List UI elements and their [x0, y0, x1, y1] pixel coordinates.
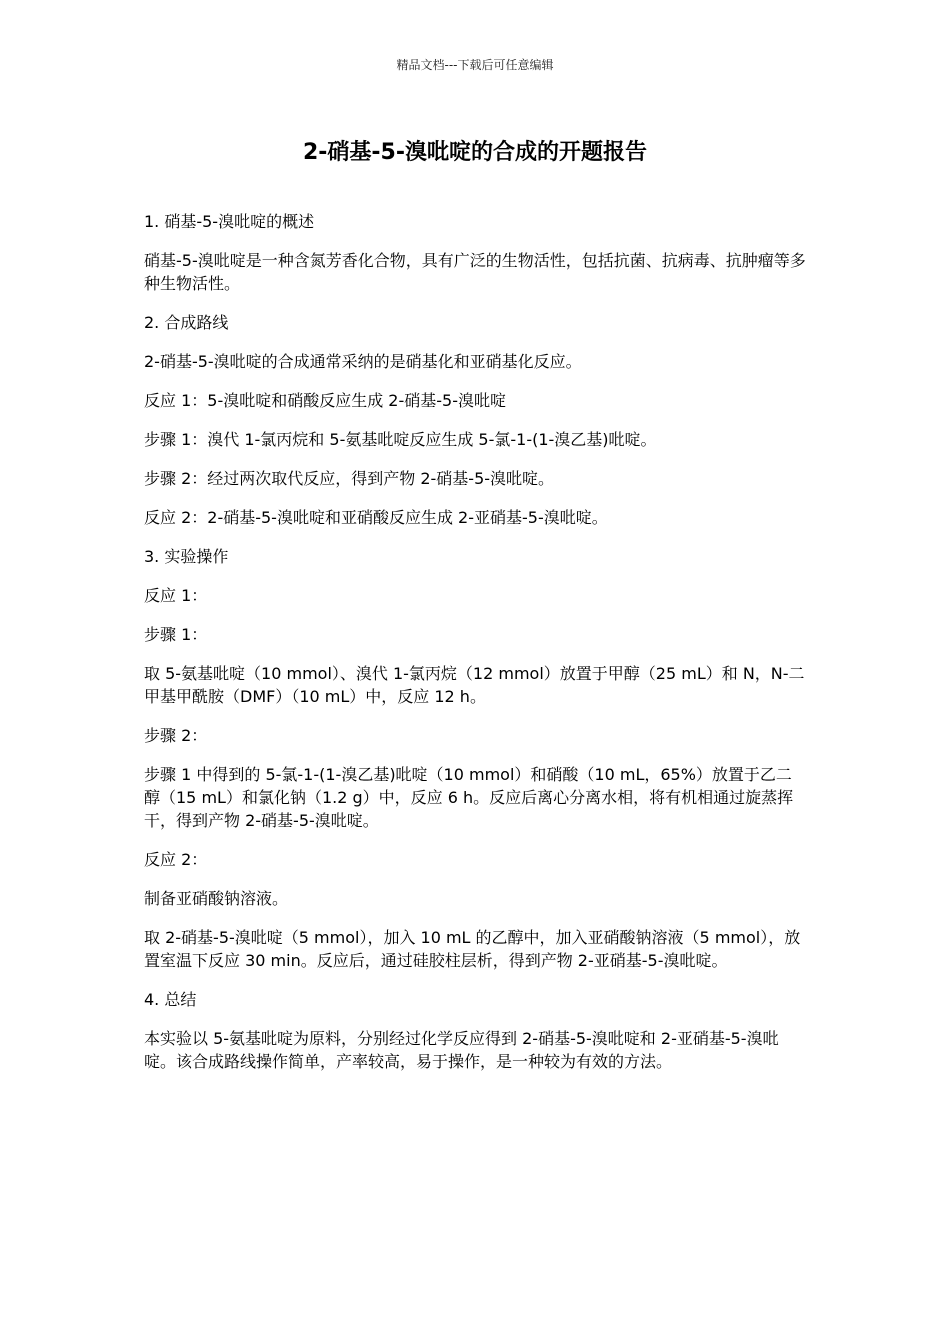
document-body [144, 210, 806, 1089]
experiment-step-1-label: 步骤 1： [144, 625, 208, 644]
experiment-reaction-1-label: 反应 1： [144, 586, 208, 605]
reaction-1-step-1-summary: 步骤 1：溴代 1-氯丙烷和 5-氨基吡啶反应生成 5-氯-1-(1-溴乙基)吡啶。 [144, 430, 657, 449]
section-heading-summary: 4. 总结 [144, 990, 197, 1009]
summary-text: 本实验以 5-氨基吡啶为原料，分别经过化学反应得到 2-硝基-5-溴吡啶和 2-亚硝基-5-溴吡啶。该合成路线操作简单，产率较高，易于操作，是一种较为有效的方法。 [144, 1029, 779, 1071]
experiment-step-2-text: 步骤 1 中得到的 5-氯-1-(1-溴乙基)吡啶（10 mmol）和硝酸（10 mL，65%）放置于乙二醇（15 mL）和氯化钠（1.2 g）中，反应 6 h。反应后离心分离水相，将有机相通过旋蒸挥干，得到产物 2-硝基-5-溴吡啶。 [144, 765, 794, 830]
route-intro: 2-硝基-5-溴吡啶的合成通常采纳的是硝基化和亚硝基化反应。 [144, 352, 582, 371]
experiment-step-2-label: 步骤 2： [144, 726, 208, 745]
experiment-step-1-text: 取 5-氨基吡啶（10 mmol）、溴代 1-氯丙烷（12 mmol）放置于甲醇（25 mL）和 N，N-二甲基甲酰胺（DMF）（10 mL）中，反应 12 h。 [144, 664, 805, 706]
experiment-reaction-2-label: 反应 2： [144, 850, 208, 869]
reaction-1-summary: 反应 1：5-溴吡啶和硝酸反应生成 2-硝基-5-溴吡啶 [144, 391, 506, 410]
section-heading-experiment: 3. 实验操作 [144, 547, 229, 566]
overview-text: 硝基-5-溴吡啶是一种含氮芳香化合物，具有广泛的生物活性，包括抗菌、抗病毒、抗肿瘤等多种生物活性。 [144, 251, 806, 293]
reaction-1-step-2-summary: 步骤 2：经过两次取代反应，得到产物 2-硝基-5-溴吡啶。 [144, 469, 555, 488]
section-heading-overview: 1. 硝基-5-溴吡啶的概述 [144, 212, 315, 231]
experiment-reaction-2-text: 取 2-硝基-5-溴吡啶（5 mmol），加入 10 mL 的乙醇中，加入亚硝酸钠溶液（5 mmol），放置室温下反应 30 min。反应后，通过硅胶柱层析，得到产物 2-亚硝基-5-溴吡啶。 [144, 928, 801, 970]
experiment-reaction-2-prep: 制备亚硝酸钠溶液。 [144, 889, 289, 908]
reaction-2-summary: 反应 2：2-硝基-5-溴吡啶和亚硝酸反应生成 2-亚硝基-5-溴吡啶。 [144, 508, 608, 527]
document-title: 2-硝基-5-溴吡啶的合成的开题报告 [302, 140, 647, 165]
section-heading-route: 2. 合成路线 [144, 313, 229, 332]
header-note: 精品文档---下载后可任意编辑 [396, 58, 554, 72]
